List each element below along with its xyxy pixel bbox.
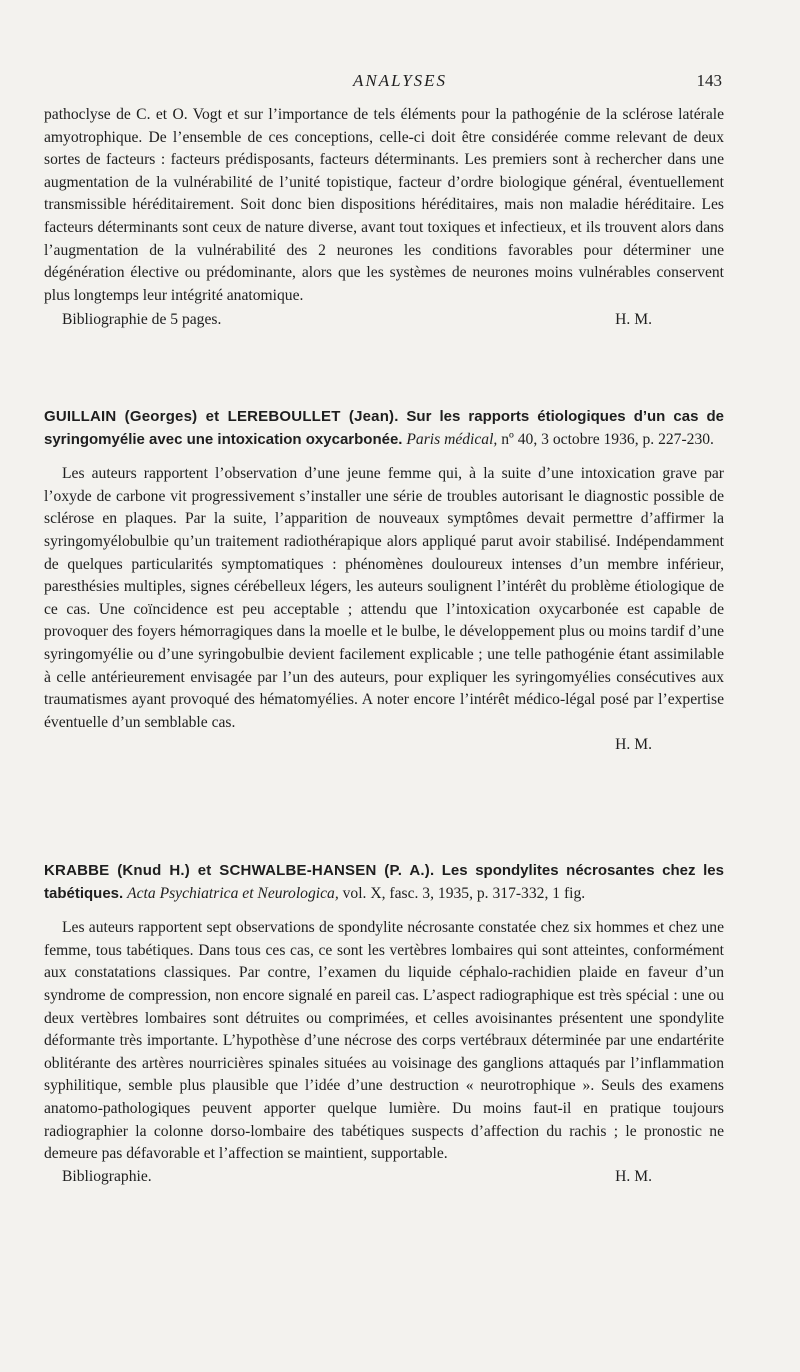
article-signature-line bbox=[44, 734, 724, 757]
intro-signature: H. M. bbox=[615, 311, 652, 329]
article-authors: KRABBE (Knud H.) et SCHWALBE-HANSEN (P. A.). bbox=[44, 862, 435, 879]
article-guillain bbox=[44, 406, 724, 757]
article-details: nº 40, 3 octobre 1936, p. 227-230. bbox=[501, 430, 714, 448]
article-body: Les auteurs rapportent l’observation d’une jeune femme qui, à la suite d’une intoxication grave par l’oxyde de carbone vit progressivement s’installer une série de troubles autorisant le diagnostic possible de sclérose en plaques. Par la suite, l’apparition de nouveaux symptômes devait permettre d’affirmer la syringomyélobulbie qu’un traitement radiothérapique alors appliqué parut avoir stabilisé. Indépendamment de quelques particularités symptomatiques : phénomènes douloureux intenses d’un membre inférieur, paresthésies multiples, signes cérébelleux légers, les auteurs soulignent l’intérêt du problème étiologique de ce cas. Une coïncidence est peu acceptable ; attendu que l’intoxication oxycarbonée est capable de provoquer des foyers hémorragiques dans la moelle et le bulbe, le développement plus ou moins tardif d’une syringomyélie ou d’une syringobulbie devient facilement explicable ; une telle pathogénie étant assimilable à celle antérieurement envisagée par l’un des auteurs, pour expliquer les syringomyélies consécutives aux traumatismes ayant provoqué des hématomyélies. A noter encore l’intérêt médico-légal posé par l’expertise éventuelle d’un semblable cas. bbox=[44, 465, 724, 731]
article-title: Sur les rapports étiologiques d’un cas de syringomyélie avec une intoxication oxycarbonée. bbox=[44, 408, 724, 448]
article-journal: Acta Psychiatrica et Neurologica, bbox=[127, 884, 339, 902]
article-bibliography: Bibliographie. bbox=[62, 1167, 152, 1185]
intro-bibliography: Bibliographie de 5 pages. bbox=[62, 311, 222, 329]
page-number: 143 bbox=[696, 71, 722, 90]
intro-paragraph: pathoclyse de C. et O. Vogt et sur l’importance de tels éléments pour la pathogénie de la sclérose latérale amyotrophique. De l’ensemble de ces conceptions, celle-ci doit être considérée comme relevant de deux sortes de facteurs : facteurs prédisposants, facteurs déterminants. Les premiers sont à rechercher dans une augmentation de la vulnérabilité de l’unité topistique, facteur d’ordre biologique général, éventuellement transmissible héréditairement. Soit donc bien dispositions héréditaires, mais non maladie héréditaire. Les facteurs déterminants sont ceux de nature diverse, avant tout toxiques et infectieux, et ils trouvent alors dans l’augmentation de la vulnérabilité des 2 neurones les conditions favorables pour déterminer une dégénération élective ou prédominante, alors que les systèmes de neurones moins vulnérables conservent plus longtemps leur intégrité anatomique. bbox=[44, 106, 724, 304]
article-journal: Paris médical, bbox=[406, 430, 498, 448]
article-signature: H. M. bbox=[615, 1167, 652, 1185]
running-title: ANALYSES bbox=[352, 71, 448, 90]
intro-section bbox=[44, 104, 724, 332]
intro-bibliography-line bbox=[44, 309, 724, 332]
article-title: Les spondylites nécrosantes chez les tabétiques. bbox=[44, 862, 724, 902]
article-bibliography-line bbox=[44, 1166, 724, 1189]
article-body: Les auteurs rapportent sept observations de spondylite nécrosante constatée chez six hommes et chez une femme, tous tabétiques. Dans tous ces cas, ce sont les vertèbres lombaires qui sont atteintes, conformément aux constatations classiques. Par contre, l’examen du liquide céphalo-rachidien plaide en faveur d’un syndrome de compression, non encore signalé en pareil cas. L’aspect radiographique est très spécial : une ou deux vertèbres lombaires sont détruites ou comprimées, et celles avoisinantes présentent une spondylite déformante très importante. L’hypothèse d’une nécrose des corps vertébraux déterminée par une endartérite oblitérante des artères nourricières spinales situées au voisinage des ganglions attaqués par l’inflammation syphilitique, semble plus plausible que l’idée d’une destruction « neurotrophique ». Seuls des examens anatomo-pathologiques peuvent apporter quelque lumière. Du moins faut-il en pratique toujours radiographier la colonne dorso-lombaire des tabétiques suspects d’affection du rachis ; le pronostic ne demeure pas défavorable et l’affection se maintient, supportable. bbox=[44, 919, 724, 1163]
article-details: vol. X, fasc. 3, 1935, p. 317-332, 1 fig. bbox=[342, 884, 586, 902]
article-signature: H. M. bbox=[615, 736, 652, 754]
article-krabbe bbox=[44, 860, 724, 1188]
article-authors: GUILLAIN (Georges) et LEREBOULLET (Jean). bbox=[44, 408, 399, 425]
page-header bbox=[0, 71, 800, 95]
article-citation bbox=[44, 406, 724, 451]
article-citation bbox=[44, 860, 724, 905]
